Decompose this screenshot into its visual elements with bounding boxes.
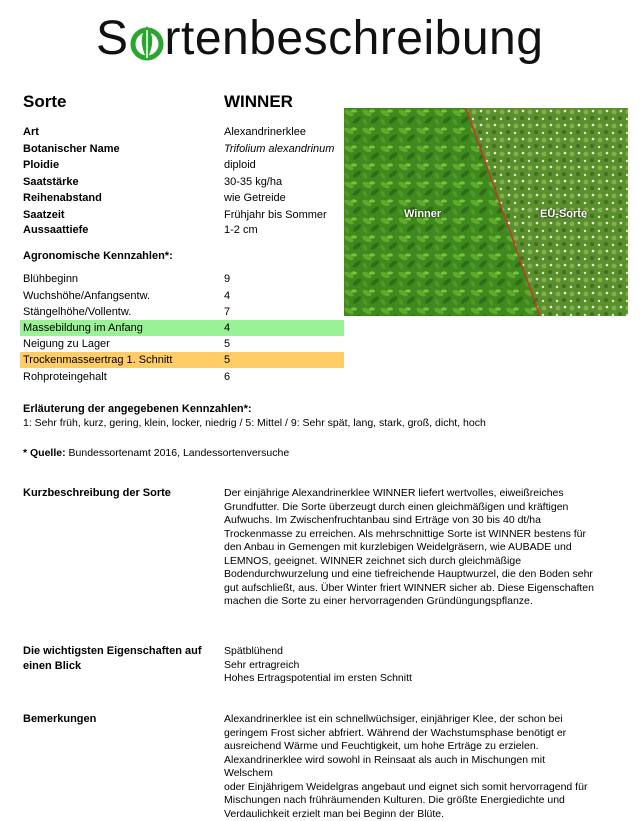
- property-label: Botanischer Name: [23, 143, 120, 155]
- text-line: Verdaulichkeit erzielt man bei Beginn der Blüte.: [224, 808, 594, 821]
- remarks-label: Bemerkungen: [23, 713, 96, 725]
- kennzahl-label: Wuchshöhe/Anfangsentw.: [23, 290, 150, 302]
- logo-text-start: S: [96, 12, 129, 65]
- property-value: Trifolium alexandrinum: [224, 143, 334, 155]
- property-value: 1-2 cm: [224, 224, 258, 236]
- property-label: Saatzeit: [23, 209, 65, 221]
- kennzahl-value: 7: [224, 306, 230, 318]
- remarks-text: [224, 713, 594, 821]
- text-line: Der einjährige Alexandrinerklee WINNER liefert wertvolles, eiweißreiches: [224, 487, 594, 501]
- field-photo: [344, 108, 628, 316]
- kennzahl-value: 4: [224, 322, 230, 334]
- source-text: Bundessortenamt 2016, Landessortenversuche: [69, 447, 290, 459]
- property-value: 30-35 kg/ha: [224, 176, 282, 188]
- property-label: Art: [23, 126, 39, 138]
- list-item: Spätblühend: [224, 645, 594, 659]
- kennzahl-value: 4: [224, 290, 230, 302]
- source-label: * Quelle:: [23, 447, 66, 459]
- property-label: Aussaattiefe: [23, 224, 88, 236]
- kennzahl-label: Massebildung im Anfang: [23, 322, 143, 334]
- logo-text-end: rtenbeschreibung: [165, 12, 544, 65]
- list-item: Sehr ertragreich: [224, 659, 594, 673]
- property-value: Frühjahr bis Sommer: [224, 209, 327, 221]
- text-line: Trockenmasse zu erreichen. Als mehrschnittige Sorte ist WINNER bestens für: [224, 528, 594, 542]
- property-value: diploid: [224, 159, 256, 171]
- legend-heading: Erläuterung der angegebenen Kennzahlen*:: [23, 403, 252, 415]
- text-line: den Anbau in Gemengen mit kurzlebigen Weidelgräsern, wie AUBADE und: [224, 541, 594, 555]
- agronomic-heading: Agronomische Kennzahlen*:: [23, 250, 173, 262]
- key-properties-label-line2: einen Blick: [23, 660, 81, 672]
- photo-label-winner: Winner: [404, 208, 441, 220]
- text-line: gut aufschließt, aus. Über Winter friert WINNER sicher ab. Diese Eigenschaften: [224, 582, 594, 596]
- text-line: LEMNOS, geeignet. WINNER zeichnet sich durch gleichmäßige: [224, 555, 594, 569]
- text-line: Mischungen nach frühräumenden Kulturen. Die größte Energiedichte und: [224, 794, 594, 808]
- property-label: Ploidie: [23, 159, 59, 171]
- property-label: Saatstärke: [23, 176, 79, 188]
- kennzahl-label: Neigung zu Lager: [23, 338, 110, 350]
- sortenbeschreibung-logo: [96, 10, 543, 68]
- text-line: geringem Frost sicher abfriert. Während der Wachstumsphase benötigt er: [224, 727, 594, 741]
- source-line: [23, 447, 289, 459]
- text-line: ausreichend Wärme und Feuchtigkeit, um hohe Erträge zu erzielen.: [224, 740, 594, 754]
- sorte-label: Sorte: [23, 92, 66, 112]
- kennzahl-label: Blühbeginn: [23, 273, 78, 285]
- text-line: Bodendurchwurzelung und eine tiefreichende Hauptwurzel, die den Boden sehr: [224, 568, 594, 582]
- text-line: Alexandrinerklee ist ein schnellwüchsiger, einjähriger Klee, der schon bei: [224, 713, 594, 727]
- kennzahl-value: 6: [224, 371, 230, 383]
- text-line: machen die Sorte zu einer hervorragenden Gründüngungspflanze.: [224, 595, 594, 609]
- property-label: Reihenabstand: [23, 192, 102, 204]
- leaf-logo-icon: [130, 22, 164, 56]
- kennzahl-value: 5: [224, 338, 230, 350]
- property-value: wie Getreide: [224, 192, 286, 204]
- text-line: Grundfutter. Die Sorte überzeugt durch einen gleichmäßigen und kräftigen: [224, 501, 594, 515]
- list-item: Hohes Ertragspotential im ersten Schnitt: [224, 672, 594, 686]
- kennzahl-value: 5: [224, 354, 230, 366]
- key-properties-label-line1: Die wichtigsten Eigenschaften auf: [23, 645, 201, 657]
- key-properties-list: [224, 645, 594, 686]
- photo-label-eu-sorte: EU-Sorte: [540, 208, 587, 220]
- kennzahl-label: Trockenmasseertrag 1. Schnitt: [23, 354, 172, 366]
- short-description-label: Kurzbeschreibung der Sorte: [23, 487, 171, 499]
- text-line: Aufwuchs. Im Zwischenfruchtanbau sind Erträge von 30 bis 40 dt/ha: [224, 514, 594, 528]
- variety-name: WINNER: [224, 92, 293, 112]
- kennzahl-value: 9: [224, 273, 230, 285]
- short-description-text: [224, 487, 594, 609]
- kennzahl-label: Rohproteingehalt: [23, 371, 107, 383]
- property-value: Alexandrinerklee: [224, 126, 306, 138]
- kennzahl-label: Stängelhöhe/Vollentw.: [23, 306, 131, 318]
- text-line: oder Einjährigem Weidelgras angebaut und eignet sich somit hervorragend für: [224, 781, 594, 795]
- text-line: Alexandrinerklee wird sowohl in Reinsaat als auch in Mischungen mit Welschem: [224, 754, 594, 781]
- legend-text: 1: Sehr früh, kurz, gering, klein, locker, niedrig / 5: Mittel / 9: Sehr spät, lang, stark, groß, dicht, hoch: [23, 417, 486, 429]
